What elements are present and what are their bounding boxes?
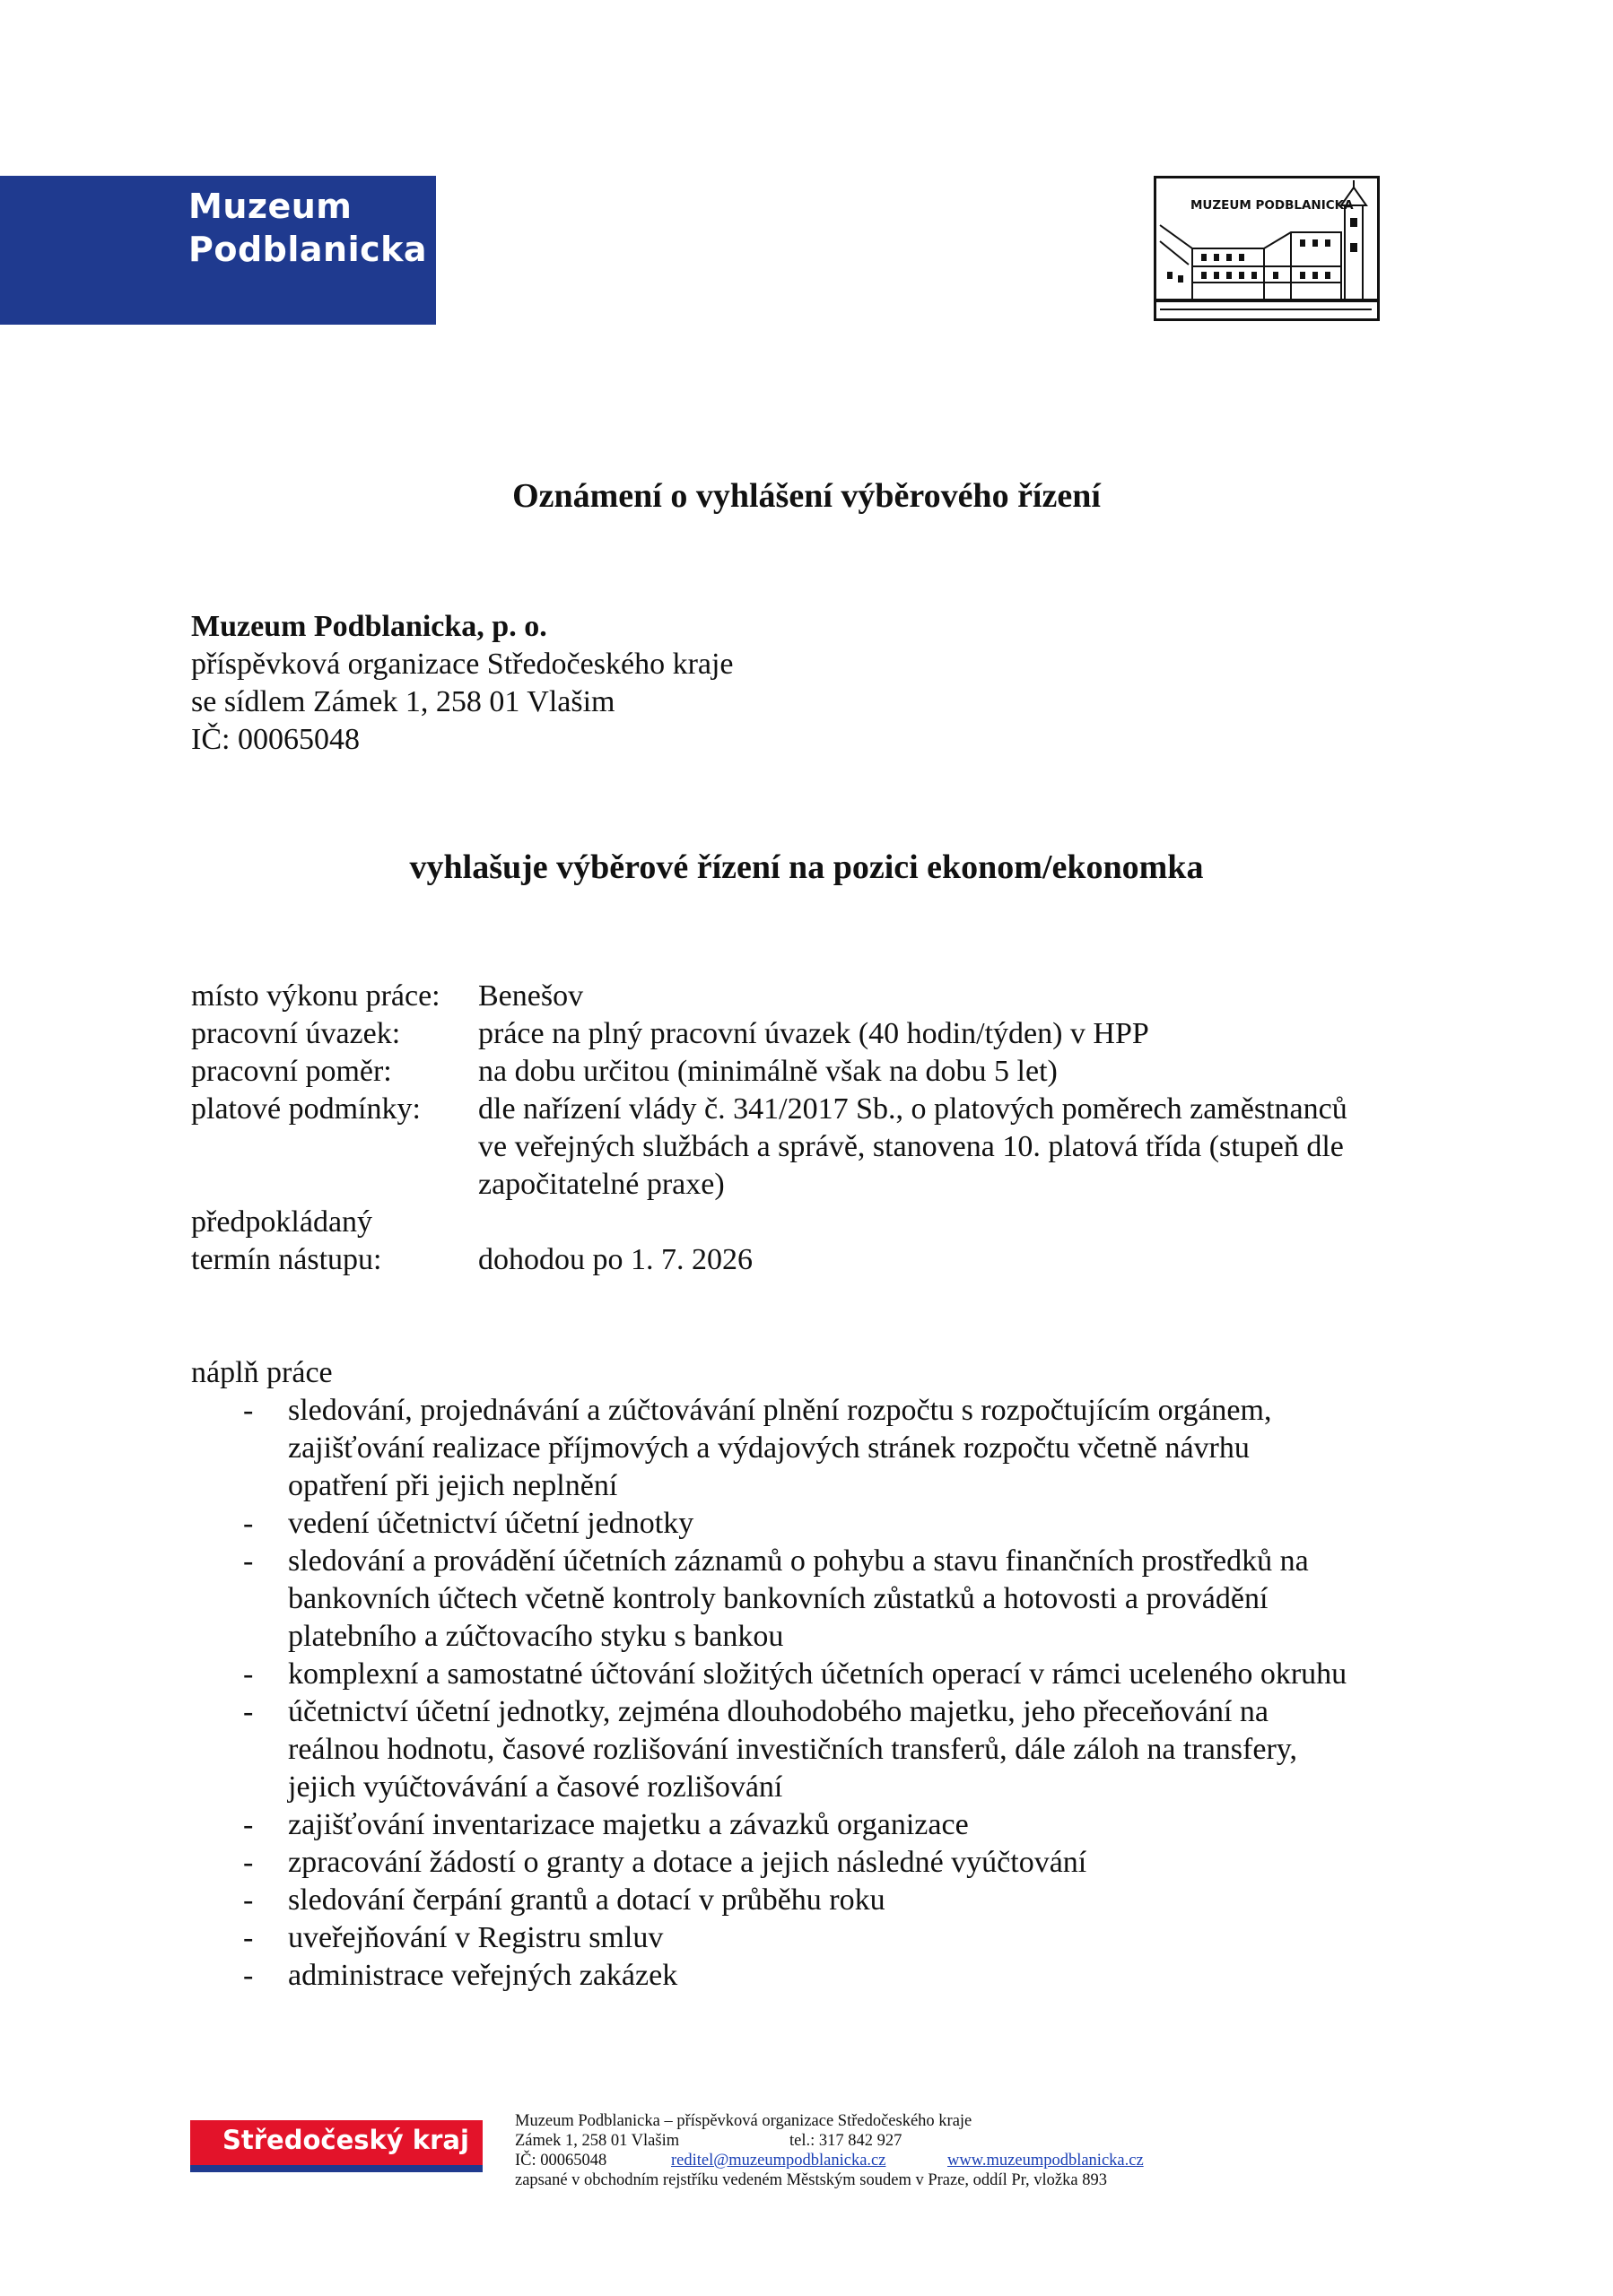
load-label: pracovní úvazek: [191, 1017, 401, 1050]
list-bullet: - [243, 1657, 254, 1691]
document-title: Oznámení o vyhlášení výběrového řízení [512, 477, 1101, 515]
duty-line: administrace veřejných zakázek [288, 1959, 678, 1992]
duties-heading: náplň práce [191, 1356, 333, 1389]
relation-label: pracovní poměr: [191, 1055, 392, 1088]
museum-logo [0, 176, 436, 325]
list-bullet: - [243, 1507, 254, 1540]
duty-line: platebního a zúčtovacího styku s bankou [288, 1620, 784, 1653]
region-logo-text: Středočeský kraj [222, 2125, 469, 2155]
duty-line: reálnou hodnotu, časové rozlišování investičních transferů, dále záloh na transfery, [288, 1733, 1298, 1766]
organization-seat: se sídlem Zámek 1, 258 01 Vlašim [191, 685, 615, 718]
footer-web-link[interactable]: www.muzeumpodblanicka.cz [947, 2152, 1144, 2170]
list-bullet: - [243, 1808, 254, 1841]
castle-drawing-icon [1156, 178, 1377, 318]
organization-name: Muzeum Podblanicka, p. o. [191, 610, 547, 643]
castle-logo-caption: MUZEUM PODBLANICKA [1190, 198, 1354, 213]
duty-line: opatření při jejich neplnění [288, 1469, 618, 1502]
start-value: dohodou po 1. 7. 2026 [478, 1243, 753, 1276]
duty-line: jejich vyúčtovávání a časové rozlišování [288, 1770, 783, 1804]
start-label-line-2: termín nástupu: [191, 1243, 382, 1276]
list-bullet: - [243, 1921, 254, 1954]
list-bullet: - [243, 1883, 254, 1917]
footer-org-line: Muzeum Podblanicka – příspěvková organizace Středočeského kraje [515, 2112, 972, 2130]
footer-phone: tel.: 317 842 927 [789, 2132, 902, 2150]
footer-email-link[interactable]: reditel@muzeumpodblanicka.cz [671, 2152, 886, 2170]
duty-line: sledování, projednávání a zúčtovávání plnění rozpočtu s rozpočtujícím orgánem, [288, 1394, 1272, 1427]
duty-line: sledování a provádění účetních záznamů o pohybu a stavu finančních prostředků na [288, 1544, 1309, 1578]
load-value: práce na plný pracovní úvazek (40 hodin/týden) v HPP [478, 1017, 1149, 1050]
duty-line: zpracování žádostí o granty a dotace a jejich následné vyúčtování [288, 1846, 1087, 1879]
organization-type: příspěvková organizace Středočeského kraje [191, 648, 734, 681]
logo-line-1: Muzeum [188, 187, 353, 226]
footer-ic: IČ: 00065048 [515, 2152, 607, 2170]
duty-line: zajišťování inventarizace majetku a závazků organizace [288, 1808, 969, 1841]
footer-registry: zapsané v obchodním rejstříku vedeném Městským soudem v Praze, oddíl Pr, vložka 893 [515, 2171, 1107, 2189]
organization-ic: IČ: 00065048 [191, 723, 360, 756]
list-bullet: - [243, 1394, 254, 1427]
duty-line: bankovních účtech včetně kontroly bankovních zůstatků a hotovosti a provádění [288, 1582, 1269, 1615]
footer-address: Zámek 1, 258 01 Vlašim [515, 2132, 680, 2150]
place-value: Benešov [478, 979, 584, 1013]
relation-value: na dobu určitou (minimálně však na dobu 5 let) [478, 1055, 1058, 1088]
region-logo [190, 2120, 483, 2172]
duty-line: vedení účetnictví účetní jednotky [288, 1507, 694, 1540]
start-label-line-1: předpokládaný [191, 1205, 373, 1239]
duty-line: sledování čerpání grantů a dotací v průběhu roku [288, 1883, 885, 1917]
duty-line: uveřejňování v Registru smluv [288, 1921, 664, 1954]
list-bullet: - [243, 1846, 254, 1879]
logo-line-2: Podblanicka [188, 230, 428, 269]
salary-value-line-2: ve veřejných službách a správě, stanovena 10. platová třída (stupeň dle [478, 1130, 1344, 1163]
salary-value-line-1: dle nařízení vlády č. 341/2017 Sb., o platových poměrech zaměstnanců [478, 1092, 1347, 1126]
museum-castle-logo [1154, 176, 1380, 321]
list-bullet: - [243, 1544, 254, 1578]
place-label: místo výkonu práce: [191, 979, 440, 1013]
announcement-heading: vyhlašuje výběrové řízení na pozici ekonom/ekonomka [409, 848, 1204, 886]
salary-value-line-3: započitatelné praxe) [478, 1168, 725, 1201]
duty-line: komplexní a samostatné účtování složitých účetních operací v rámci uceleného okruhu [288, 1657, 1347, 1691]
duty-line: zajišťování realizace příjmových a výdajových stránek rozpočtu včetně návrhu [288, 1431, 1250, 1465]
duty-line: účetnictví účetní jednotky, zejména dlouhodobého majetku, jeho přeceňování na [288, 1695, 1269, 1728]
list-bullet: - [243, 1959, 254, 1992]
salary-label: platové podmínky: [191, 1092, 421, 1126]
list-bullet: - [243, 1695, 254, 1728]
